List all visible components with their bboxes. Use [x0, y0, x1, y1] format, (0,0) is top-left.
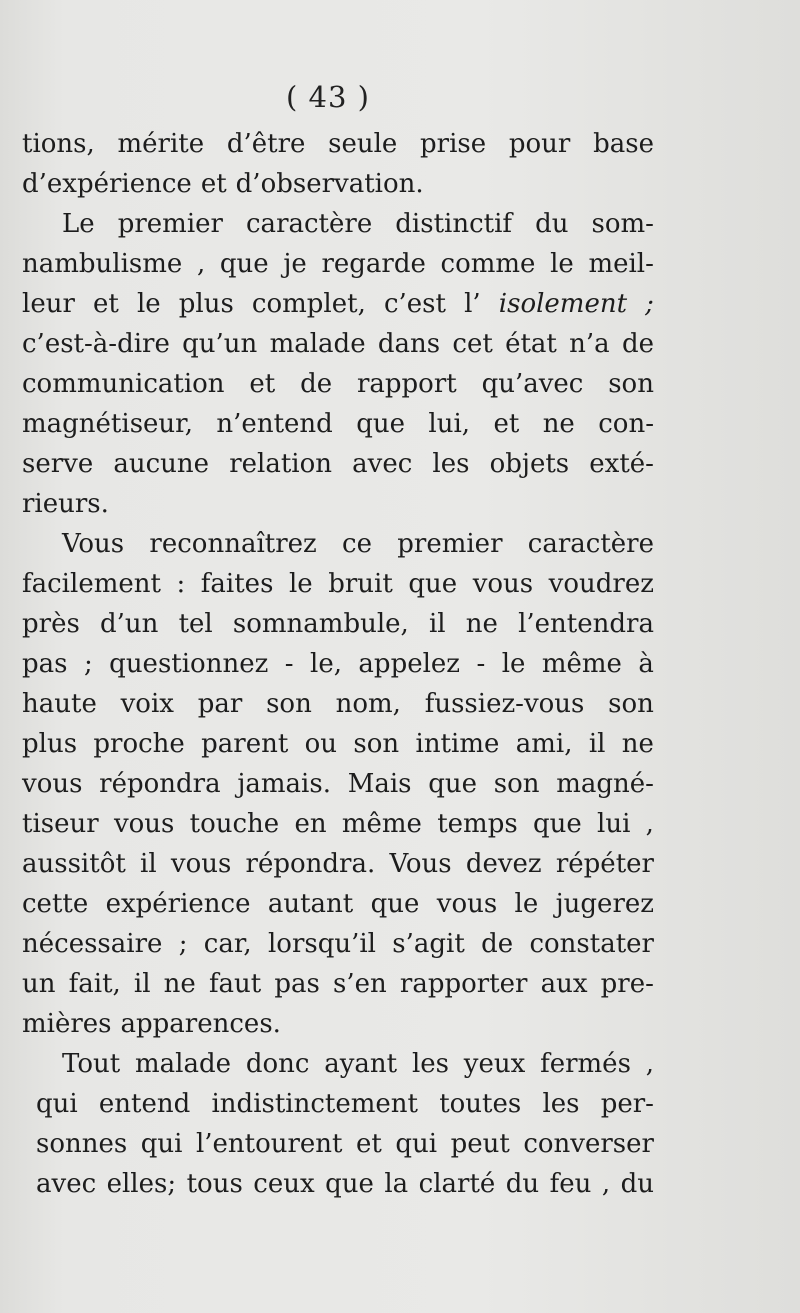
text-word: Vous: [389, 849, 452, 879]
text-word: Mais: [347, 769, 412, 799]
text-word: tiseur: [22, 809, 99, 839]
text-line: [22, 204, 654, 244]
text-word: toutes: [439, 1089, 522, 1119]
page-number: ( 43 ): [286, 80, 370, 114]
text-word: autant: [267, 889, 354, 919]
text-word: près: [22, 609, 80, 639]
text-word: meil-: [588, 249, 654, 279]
text-word: per-: [600, 1089, 654, 1119]
text-word: malade: [269, 329, 366, 359]
text-word: son: [353, 729, 400, 759]
text-word: et: [200, 169, 227, 199]
text-word: à: [638, 649, 654, 679]
text-word: con-: [598, 409, 654, 439]
text-word: l’entourent: [195, 1129, 343, 1159]
text-word: nom,: [335, 689, 401, 719]
text-line: [22, 924, 654, 964]
text-word: devez: [465, 849, 542, 879]
text-word: l’: [464, 289, 481, 319]
text-word: qui: [395, 1129, 438, 1159]
text-word: il: [428, 609, 446, 639]
text-line: [22, 1044, 654, 1084]
text-word: rapporter: [399, 969, 528, 999]
text-word: avec: [352, 449, 413, 479]
text-word: -: [476, 649, 486, 679]
text-word: aux: [540, 969, 588, 999]
text-line: [22, 884, 654, 924]
text-word: vous: [113, 809, 175, 839]
text-word: feu: [549, 1169, 592, 1199]
text-word: son: [493, 769, 540, 799]
text-word: que: [370, 889, 420, 919]
text-word: vous: [170, 849, 232, 879]
text-word: mières: [22, 1009, 112, 1039]
text-word: la: [384, 1169, 409, 1199]
text-word: son: [608, 369, 654, 399]
text-word: magné-: [556, 769, 654, 799]
text-word: leur: [22, 289, 75, 319]
text-word: elles;: [106, 1169, 177, 1199]
text-word: expérience: [105, 889, 251, 919]
text-word: premier: [117, 209, 223, 239]
text-word: l’entendra: [518, 609, 654, 639]
text-word: qu’avec: [481, 369, 584, 399]
text-word: complet,: [251, 289, 366, 319]
text-word: le: [514, 889, 539, 919]
text-word: faut: [208, 969, 262, 999]
text-word: questionnez: [109, 649, 269, 679]
text-word: même: [541, 649, 622, 679]
text-word: jamais.: [237, 769, 331, 799]
text-word: que: [325, 1169, 374, 1199]
text-line: [22, 564, 654, 604]
text-word: s’agit: [392, 929, 465, 959]
text-word: d’observation.: [235, 169, 424, 199]
text-word: le: [550, 249, 574, 279]
text-line: [22, 364, 654, 404]
text-word: qui: [140, 1129, 183, 1159]
text-word: ;: [178, 929, 188, 959]
text-word: ;: [645, 289, 654, 319]
text-word: par: [197, 689, 243, 719]
text-word: plus: [178, 289, 234, 319]
text-word: tous: [186, 1169, 243, 1199]
text-word: magnétiseur,: [22, 409, 194, 439]
text-word: même: [341, 809, 422, 839]
text-word: entend: [98, 1089, 191, 1119]
text-line: [22, 684, 654, 724]
text-word: répéter: [555, 849, 654, 879]
text-word: d’un: [99, 609, 159, 639]
text-word: que: [219, 249, 269, 279]
text-word: il: [588, 729, 606, 759]
text-word: fermés: [540, 1049, 631, 1079]
text-word: nambulisme: [22, 249, 183, 279]
text-line: [22, 724, 654, 764]
text-line: [22, 604, 654, 644]
text-word: caractère: [527, 529, 654, 559]
text-word: objets: [489, 449, 570, 479]
text-line: [22, 1164, 654, 1204]
text-word: les: [411, 1049, 449, 1079]
text-word: touche: [189, 809, 280, 839]
text-word: Le: [62, 209, 95, 239]
text-word: n’entend: [216, 409, 333, 439]
text-word: rapport: [356, 369, 457, 399]
text-line: [22, 284, 654, 324]
text-word: fait,: [68, 969, 121, 999]
text-line: [22, 1084, 654, 1124]
text-line: [22, 804, 654, 844]
text-word: jugerez: [555, 889, 654, 919]
text-word: lui: [597, 809, 631, 839]
text-word: ne: [163, 969, 196, 999]
text-word: du: [620, 1169, 654, 1199]
text-line: [22, 964, 654, 1004]
text-word: haute: [22, 689, 97, 719]
text-word: rieurs.: [22, 489, 109, 519]
text-word: temps: [437, 809, 518, 839]
text-word: il: [133, 969, 151, 999]
text-word: c’est-à-dire: [22, 329, 170, 359]
text-word: qu’un: [182, 329, 258, 359]
text-word: reconnaîtrez: [149, 529, 317, 559]
text-word: apparences.: [120, 1009, 281, 1039]
text-word: pas: [22, 649, 68, 679]
text-word: lui,: [428, 409, 471, 439]
text-word: caractère: [246, 209, 373, 239]
text-word: le: [501, 649, 526, 679]
text-word: fussiez-vous: [424, 689, 585, 719]
text-word: aucune: [113, 449, 210, 479]
text-word: que: [408, 569, 458, 599]
text-word: isolement: [498, 289, 628, 319]
text-word: d’expérience: [22, 169, 192, 199]
text-word: pas: [274, 969, 320, 999]
text-word: de: [621, 329, 654, 359]
text-word: voudrez: [548, 569, 654, 599]
text-line: [22, 644, 654, 684]
text-word: base: [593, 129, 654, 159]
text-word: ou: [304, 729, 338, 759]
text-word: clarté: [418, 1169, 496, 1199]
text-line: [22, 164, 654, 204]
text-word: peut: [450, 1129, 510, 1159]
text-word: ce: [342, 529, 372, 559]
text-word: je: [283, 249, 307, 279]
text-word: Tout: [62, 1049, 121, 1079]
text-word: le,: [310, 649, 342, 679]
text-word: ne: [621, 729, 654, 759]
text-word: ceux: [253, 1169, 315, 1199]
text-word: proche: [93, 729, 185, 759]
text-line: [22, 244, 654, 284]
text-word: car,: [203, 929, 252, 959]
text-word: donc: [245, 1049, 310, 1079]
text-word: prise: [420, 129, 487, 159]
text-word: tel: [178, 609, 213, 639]
text-word: n’a: [569, 329, 610, 359]
text-line: [22, 324, 654, 364]
text-word: ,: [601, 1169, 611, 1199]
text-word: indistinctement: [211, 1089, 418, 1119]
text-word: cette: [22, 889, 89, 919]
text-word: le: [288, 569, 313, 599]
text-word: son: [608, 689, 654, 719]
text-word: du: [535, 209, 569, 239]
text-word: et: [249, 369, 276, 399]
text-word: malade: [134, 1049, 231, 1079]
text-word: un: [22, 969, 56, 999]
text-word: en: [294, 809, 327, 839]
text-word: lorsqu’il: [267, 929, 376, 959]
text-word: pour: [508, 129, 571, 159]
text-word: état: [505, 329, 557, 359]
text-word: som-: [591, 209, 654, 239]
text-word: regarde: [321, 249, 426, 279]
text-line: [22, 444, 654, 484]
text-word: -: [284, 649, 294, 679]
text-word: de: [481, 929, 514, 959]
text-word: communication: [22, 369, 225, 399]
text-word: voix: [120, 689, 174, 719]
text-line: [22, 1004, 654, 1044]
text-word: ,: [645, 809, 654, 839]
text-word: répondra: [99, 769, 221, 799]
text-word: plus: [22, 729, 78, 759]
text-word: parent: [201, 729, 289, 759]
text-word: relation: [229, 449, 332, 479]
text-word: que: [428, 769, 478, 799]
body-text: [22, 124, 654, 1204]
text-word: vous: [22, 769, 83, 799]
text-word: distinctif: [395, 209, 513, 239]
text-line: [22, 124, 654, 164]
text-word: :: [176, 569, 186, 599]
text-word: et: [93, 289, 119, 319]
text-word: somnambule,: [232, 609, 409, 639]
text-word: Vous: [62, 529, 125, 559]
text-word: il: [140, 849, 157, 879]
text-word: ayant: [324, 1049, 398, 1079]
text-line: [22, 844, 654, 884]
text-word: bruit: [328, 569, 393, 599]
text-word: le: [136, 289, 161, 319]
text-word: facilement: [22, 569, 161, 599]
text-word: tions,: [22, 129, 95, 159]
text-word: que: [532, 809, 582, 839]
text-word: d’être: [226, 129, 306, 159]
text-line: [22, 1124, 654, 1164]
text-word: vous: [472, 569, 534, 599]
text-word: seule: [328, 129, 398, 159]
text-line: [22, 764, 654, 804]
text-word: c’est: [383, 289, 446, 319]
text-word: cet: [452, 329, 493, 359]
text-word: ami,: [515, 729, 573, 759]
text-word: faites: [200, 569, 274, 599]
text-word: premier: [397, 529, 503, 559]
text-word: ne: [465, 609, 498, 639]
text-word: ;: [83, 649, 93, 679]
text-word: vous: [436, 889, 498, 919]
text-word: s’en: [333, 969, 387, 999]
text-word: intime: [415, 729, 500, 759]
text-word: qui: [36, 1089, 78, 1119]
text-word: sonnes: [36, 1129, 128, 1159]
text-word: les: [542, 1089, 580, 1119]
text-word: avec: [36, 1169, 97, 1199]
text-word: et: [356, 1129, 382, 1159]
text-line: [22, 524, 654, 564]
text-word: nécessaire: [22, 929, 163, 959]
text-word: son: [266, 689, 312, 719]
text-word: ne: [542, 409, 575, 439]
text-word: comme: [440, 249, 536, 279]
text-word: ,: [196, 249, 206, 279]
text-word: répondra.: [245, 849, 376, 879]
text-line: [22, 404, 654, 444]
text-word: aussitôt: [22, 849, 126, 879]
text-word: ,: [645, 1049, 654, 1079]
text-word: du: [505, 1169, 540, 1199]
text-line: [22, 484, 654, 524]
text-word: mérite: [117, 129, 205, 159]
text-word: de: [300, 369, 333, 399]
text-word: constater: [529, 929, 654, 959]
text-word: dans: [377, 329, 441, 359]
text-word: exté-: [589, 449, 654, 479]
text-word: yeux: [463, 1049, 526, 1079]
text-word: les: [432, 449, 470, 479]
text-word: appelez: [358, 649, 460, 679]
text-word: et: [493, 409, 520, 439]
text-word: serve: [22, 449, 94, 479]
text-word: converser: [523, 1129, 654, 1159]
text-word: que: [356, 409, 405, 439]
text-word: pre-: [600, 969, 654, 999]
